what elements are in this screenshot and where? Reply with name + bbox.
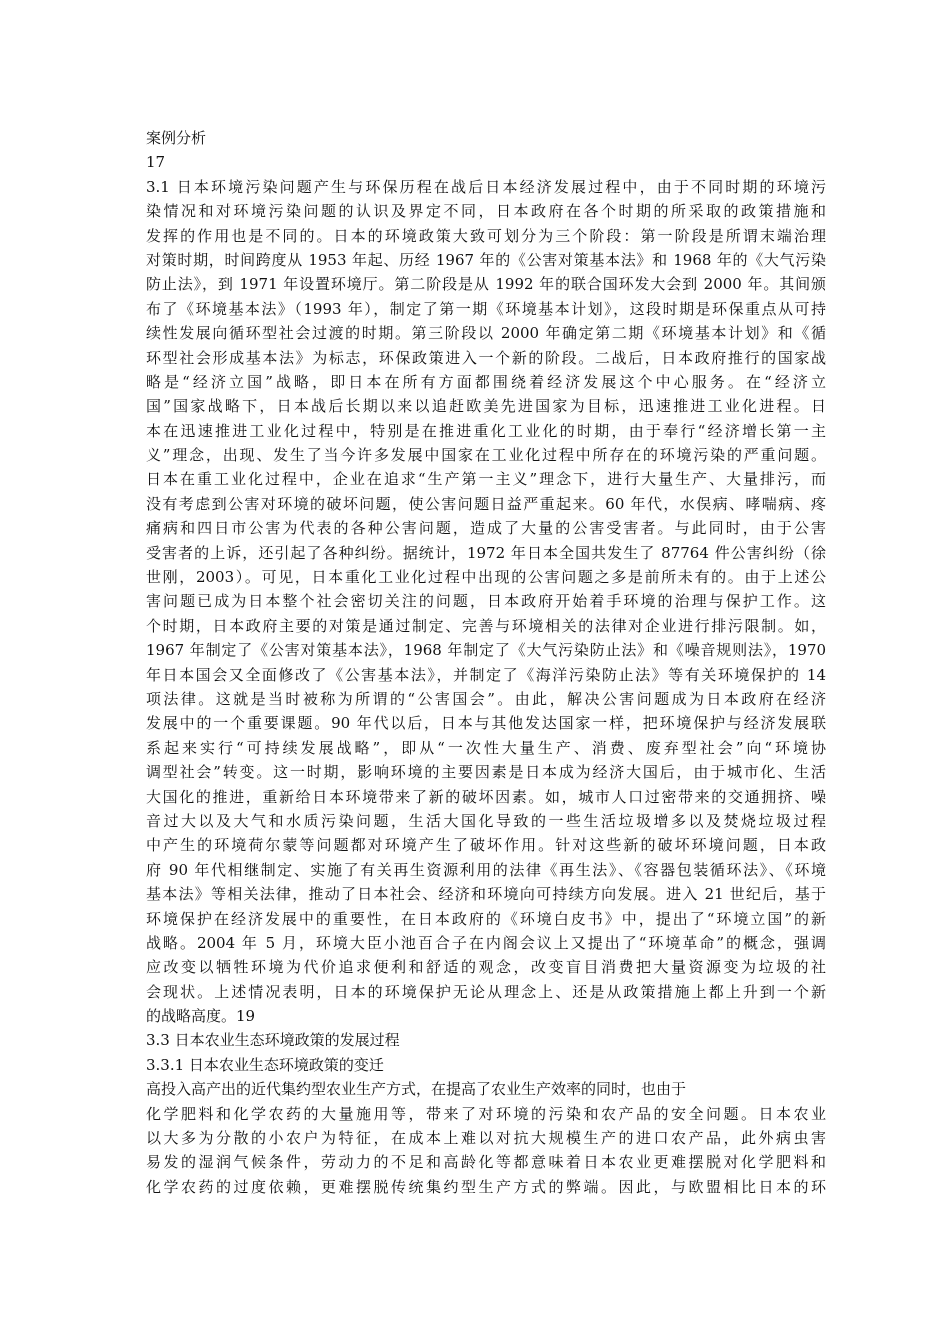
paragraph-line: 的战略高度。19 [146,1007,256,1026]
paragraph-line: 义”理念，出现、发生了当今许多发展中国家在工业化过程中所存在的环境污染的严重问题。 [146,446,826,465]
paragraph-line: 环型社会形成基本法》为标志，环保政策进入一个新的阶段。二战后，日本政府推行的国家战 [146,348,826,367]
paragraph-line: 中产生的环境荷尔蒙等问题都对环境产生了破坏作用。针对这些新的破坏环境问题，日本政 [146,836,826,855]
paragraph-line: 害问题已成为日本整个社会密切关注的问题，日本政府开始着手环境的治理与保护工作。这 [146,592,826,611]
paragraph-line: 国”国家战略下，日本战后长期以来以追赶欧美先进国家为目标，迅速推进工业化进程。日 [146,397,826,416]
paragraph-line: 痛病和四日市公害为代表的各种公害问题，造成了大量的公害受害者。与此同时，由于公害 [146,519,826,538]
paragraph-line: 项法律。这就是当时被称为所谓的“公害国会”。由此，解决公害问题成为日本政府在经济 [146,689,826,708]
paragraph-line: 3.1 日本环境污染问题产生与环保历程在战后日本经济发展过程中，由于不同时期的环境污 [146,177,826,196]
paragraph-line: 个时期，日本政府主要的对策是通过制定、完善与环境相关的法律对企业进行排污限制。如， [146,616,826,635]
paragraph-line: 以大多为分散的小农户为特征，在成本上难以对抗大规模生产的进口农产品，此外病虫害 [146,1129,826,1148]
paragraph-line: 布了《环境基本法》（1993 年），制定了第一期《环境基本计划》，这段时期是环保重点从可持 [146,299,826,318]
paragraph-line: 环境保护在经济发展中的重要性，在日本政府的《环境白皮书》中，提出了“环境立国”的新 [146,909,826,928]
section-heading: 3.3 日本农业生态环境政策的发展过程 [146,1031,400,1050]
paragraph-line: 大国化的推进，重新给日本环境带来了新的破坏因素。如，城市人口过密带来的交通拥挤、噪 [146,787,826,806]
paragraph-line: 化学肥料和化学农药的大量施用等，带来了对环境的污染和农产品的安全问题。日本农业 [146,1104,826,1123]
paragraph-line: 染情况和对环境污染问题的认识及界定不同，日本政府在各个时期的所采取的政策措施和 [146,202,826,221]
paragraph-line: 战略。2004 年 5 月，环境大臣小池百合子在内阁会议上又提出了“环境革命”的概念，强调 [146,933,826,952]
paragraph-line: 防止法》，到 1971 年设置环境厅。第二阶段是从 1992 年的联合国环发大会到 2000 年。其间颁 [146,275,826,294]
paragraph-line: 年日本国会又全面修改了《公害基本法》，并制定了《海洋污染防止法》等有关环境保护的 14 [146,665,826,684]
paragraph-line: 日本在重工业化过程中，企业在追求“生产第一主义”理念下，进行大量生产、大量排污，而 [146,470,826,489]
paragraph-line: 本在迅速推进工业化过程中，特别是在推进重化工业化的时期，由于奉行“经济增长第一主 [146,421,826,440]
paragraph-line: 略是“经济立国”战略，即日本在所有方面都围绕着经济发展这个中心服务。在“经济立 [146,372,826,391]
page-number: 17 [146,153,166,172]
paragraph-line: 1967 年制定了《公害对策基本法》，1968 年制定了《大气污染防止法》和《噪音规则法》，1970 [146,641,826,660]
paragraph-line: 没有考虑到公害对环境的破坏问题，使公害问题日益严重起来。60 年代，水俣病、哮喘病、疼 [146,494,826,513]
paragraph-line: 调型社会”转变。这一时期，影响环境的主要因素是日本成为经济大国后，由于城市化、生活 [146,763,826,782]
paragraph-line: 发展中的一个重要课题。90 年代以后，日本与其他发达国家一样，把环境保护与经济发展联 [146,714,826,733]
document-body [146,126,826,1199]
paragraph-line: 发挥的作用也是不同的。日本的环境政策大致可划分为三个阶段：第一阶段是所谓末端治理 [146,226,826,245]
paragraph-line: 对策时期，时间跨度从 1953 年起、历经 1967 年的《公害对策基本法》和 1968 年的《大气污染 [146,250,826,269]
section-heading: 案例分析 [146,129,207,147]
paragraph-line: 高投入高产出的近代集约型农业生产方式，在提高了农业生产效率的同时，也由于 [146,1080,687,1099]
paragraph-line: 受害者的上诉，还引起了各种纠纷。据统计，1972 年日本全国共发生了 87764 件公害纠纷（徐 [146,543,826,562]
paragraph-line: 基本法》等相关法律，推动了日本社会、经济和环境向可持续方向发展。进入 21 世纪后，基于 [146,885,826,904]
paragraph-line: 易发的湿润气候条件，劳动力的不足和高龄化等都意味着日本农业更难摆脱对化学肥料和 [146,1153,826,1172]
paragraph-line: 府 90 年代相继制定、实施了有关再生资源利用的法律《再生法》、《容器包装循环法》、《环境 [146,860,826,879]
paragraph-line: 化学农药的过度依赖，更难摆脱传统集约型生产方式的弊端。因此，与欧盟相比日本的环 [146,1177,826,1196]
subsection-heading: 3.3.1 日本农业生态环境政策的变迁 [146,1055,384,1074]
paragraph-line: 世刚，2003）。可见，日本重化工业化过程中出现的公害问题之多是前所未有的。由于上述公 [146,568,826,587]
paragraph-line: 续性发展向循环型社会过渡的时期。第三阶段以 2000 年确定第二期《环境基本计划》和《循 [146,324,826,343]
paragraph-line: 会现状。上述情况表明，日本的环境保护无论从理念上、还是从政策措施上都上升到一个新 [146,982,826,1001]
paragraph-line: 音过大以及大气和水质污染问题，生活大国化导致的一些生活垃圾增多以及焚烧垃圾过程 [146,811,826,830]
paragraph-line: 系起来实行“可持续发展战略”，即从“一次性大量生产、消费、废弃型社会”向“环境协 [146,738,826,757]
paragraph-line: 应改变以牺牲环境为代价追求便利和舒适的观念，改变盲目消费把大量资源变为垃圾的社 [146,958,826,977]
